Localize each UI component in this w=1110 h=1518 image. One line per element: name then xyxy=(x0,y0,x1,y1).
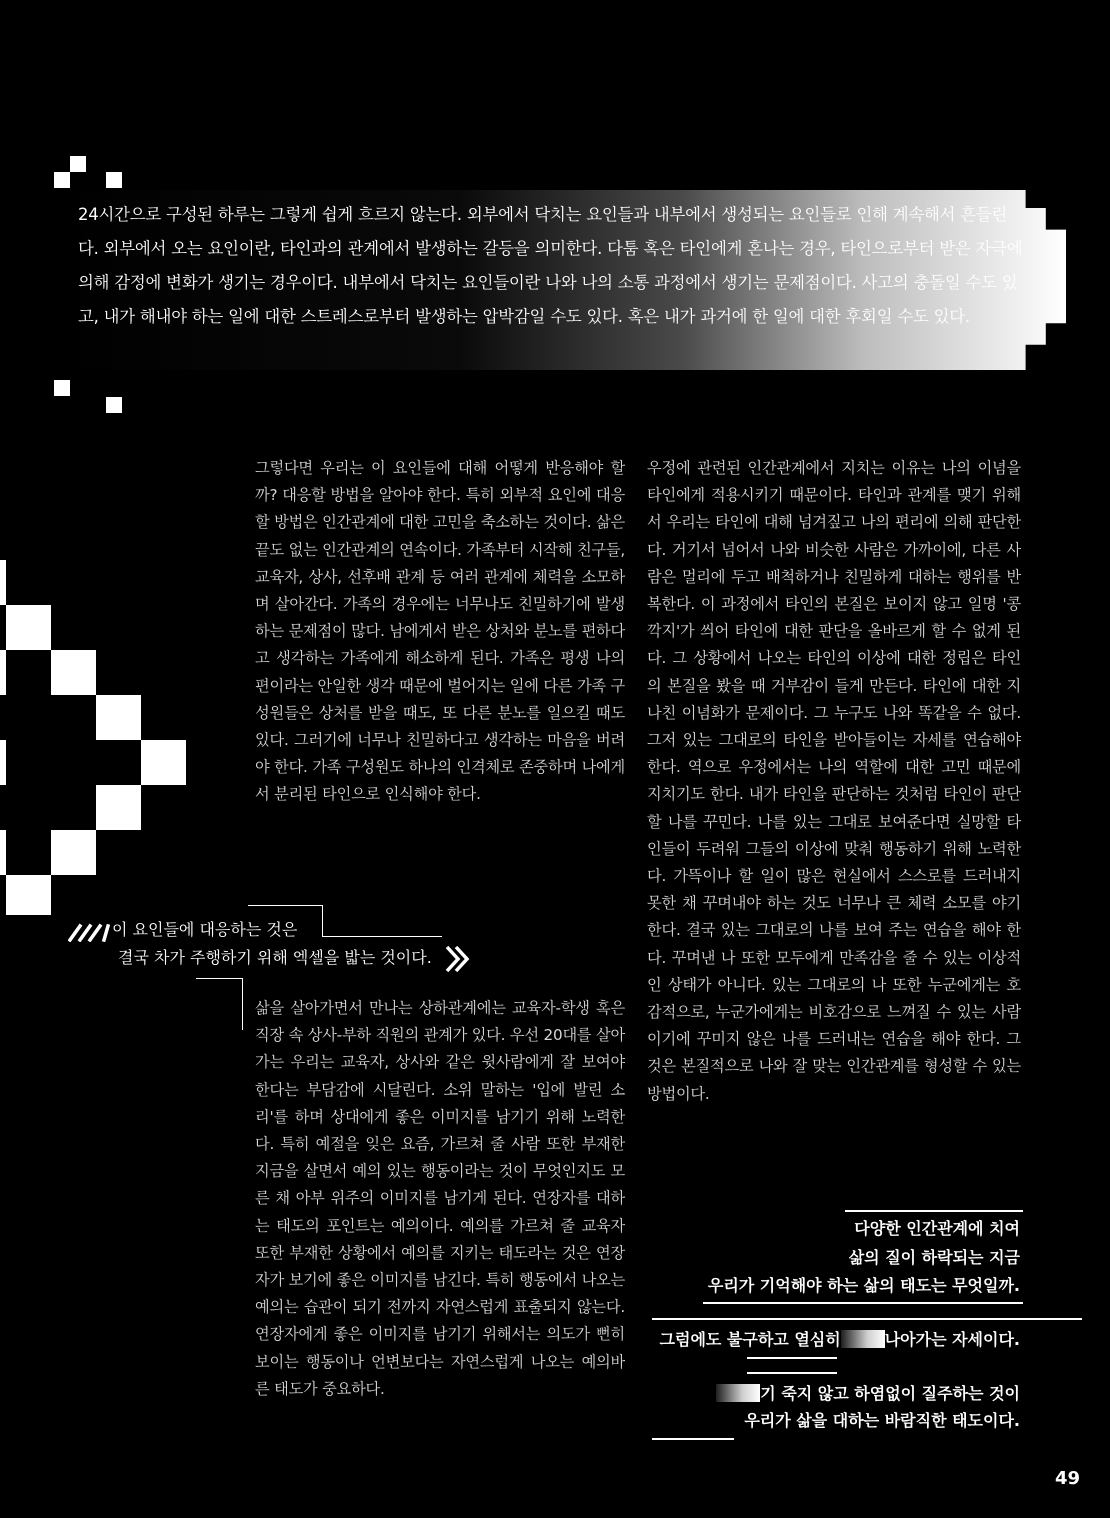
double-chevron-right-icon xyxy=(444,944,470,974)
highlight-line xyxy=(660,1327,1020,1350)
highlight-rule xyxy=(747,1372,837,1374)
highlight-line: 우리가 기억해야 하는 삶의 태도는 무엇일까. xyxy=(707,1276,1020,1295)
pixel-square-decoration xyxy=(54,172,70,188)
intro-paragraph: 24시간으로 구성된 하루는 그렇게 쉽게 흐르지 않는다. 외부에서 닥치는 요인들과 내부에서 생성되는 요인들로 인해 계속해서 흔들린다. 외부에서 오는 요인이란, 타인과의 관계에서 발생하는 갈등을 의미한다. 다툼 혹은 타인에게 혼나는 경우, 타인으로부터 받은 자극에 의해 감정에 변화가 생기는 경우이다. 내부에서 닥치는 요인들이란 나와 나의 소통 과정에서 생기는 문제점이다. 사고의 충돌일 수도 있고, 내가 해내야 하는 일에 대한 스트레스로부터 발생하는 압박감일 수도 있다. 혹은 내가 과거에 한 일에 대한 후회일 수도 있다. xyxy=(78,205,1023,326)
pull-quote xyxy=(68,916,488,972)
gradient-bar-decoration xyxy=(716,1384,760,1402)
pixel-square-decoration xyxy=(54,380,70,396)
highlight-text: 그럼에도 불구하고 열심히 xyxy=(659,1330,841,1349)
highlight-rule xyxy=(652,1318,1082,1320)
highlight-text: 기 죽지 않고 하염없이 질주하는 것이 xyxy=(760,1384,1020,1403)
quote-frame-line xyxy=(248,905,323,906)
highlight-line: 삶의 질이 하락되는 지금 xyxy=(848,1248,1020,1267)
highlight-line: 우리가 삶을 대하는 바람직한 태도이다. xyxy=(744,1411,1020,1430)
body-column-right: 우정에 관련된 인간관계에서 지치는 이유는 나의 이념을 타인에게 적용시키기 때문이다. 타인과 관계를 맺기 위해서 우리는 타인에 대해 넘겨짚고 나의 편리에 의해 판단한다. 거기서 넘어서 나와 비슷한 사람은 가까이에, 다른 사람은 멀리에 두고 배척하거나 친밀하게 대하는 행위를 반복한다. 이 과정에서 타인의 본질은 보이지 않고 일명 '콩깍지'가 씌어 타인에 대한 판단을 올바르게 할 수 없게 된다. 그 상황에서 나오는 타인의 이상에 대한 정립은 타인의 본질을 봤을 때 거부감이 들게 만든다. 타인에 대한 지나친 이념화가 문제이다. 그 누구도 나와 똑같을 수 없다. 그저 있는 그대로의 타인을 받아들이는 자세를 연습해야 한다. 역으로 우정에서는 나의 역할에 대한 고민 때문에 지치기도 한다. 내가 타인을 판단하는 것처럼 타인이 판단할 나를 꾸민다. 나를 있는 그대로 보여준다면 실망할 타인들이 두려워 그들의 이상에 맞춰 행동하기 위해 노력한다. 가뜩이나 할 일이 많은 현실에서 스스로를 드러내지 못한 채 꾸며내야 하는 것도 너무나 큰 체력 소모를 야기한다. 결국 있는 그대로의 나를 보여 주는 연습을 해야 한다. 꾸며낸 나 또한 모두에게 만족감을 줄 수 있는 이상적인 상태가 아니다. 있는 그대로의 나 또한 누군에게는 호감적으로, 누군가에게는 비호감으로 느껴질 수 있는 사람이기에 꾸미지 않은 나를 드러내는 연습을 해야 한다. 그것은 본질적으로 나와 잘 맞는 인간관계를 형성할 수 있는 방법이다. xyxy=(647,459,1021,1103)
body-column-left-top: 그렇다면 우리는 이 요인들에 대해 어떻게 반응해야 할까? 대응할 방법을 알아야 한다. 특히 외부적 요인에 대응할 방법은 인간관계에 대한 고민을 축소하는 것이다. 삶은 끝도 없는 인간관계의 연속이다. 가족부터 시작해 친구들, 교육자, 상사, 선후배 관계 등 여러 관계에 체력을 소모하며 살아간다. 가족의 경우에는 너무나도 친밀하기에 발생하는 문제점이 많다. 남에게서 받은 상처와 분노를 편하다고 생각하는 가족에게 해소하게 된다. 가족은 평생 나의 편이라는 안일한 생각 때문에 벌어지는 일에 다른 가족 구성원들은 상처를 받을 때도, 또 다른 분노를 일으킬 때도 있다. 그러기에 너무나 친밀하다고 생각하는 마음을 버려야 한다. 가족 구성원도 하나의 인격체로 존중하며 나에게서 분리된 타인으로 인식해야 한다. xyxy=(255,459,625,804)
highlight-line: 다양한 인간관계에 치여 xyxy=(854,1219,1020,1238)
pixel-square-decoration xyxy=(70,156,86,172)
highlight-rule xyxy=(747,1357,837,1359)
highlight-rule xyxy=(703,1302,1023,1304)
gradient-bar-decoration xyxy=(841,1330,885,1348)
pull-quote-line: 이 요인들에 대응하는 것은 xyxy=(112,920,298,939)
pixel-square-decoration xyxy=(106,172,122,188)
highlight-text: 나아가는 자세이다. xyxy=(884,1330,1020,1349)
pull-quote-line: 결국 차가 주행하기 위해 엑셀을 밟는 것이다. xyxy=(118,948,432,967)
quote-frame-line xyxy=(196,978,242,979)
highlight-rule xyxy=(845,1210,1023,1212)
pixel-square-decoration xyxy=(106,397,122,413)
page-number: 49 xyxy=(1054,1468,1080,1489)
highlight-rule xyxy=(652,1438,734,1440)
highlight-line xyxy=(716,1381,1020,1404)
body-column-left-bottom: 삶을 살아가면서 만나는 상하관계에는 교육자-학생 혹은 직장 속 상사-부하 직원의 관계가 있다. 우선 20대를 살아가는 우리는 교육자, 상사와 같은 윗사람에게 잘 보여야 한다는 부담감에 시달린다. 소위 말하는 '입에 발린 소리'를 하며 상대에게 좋은 이미지를 남기기 위해 노력한다. 특히 예절을 잊은 요즘, 가르쳐 줄 사람 또한 부재한 지금을 살면서 예의 있는 행동이라는 것이 무엇인지도 모른 채 아부 위주의 이미지를 남기게 된다. 연장자를 대하는 태도의 포인트는 예의이다. 예의를 가르쳐 줄 교육자 또한 부재한 상황에서 예의를 지키는 태도라는 것은 연장자가 보기에 좋은 이미지를 남긴다. 특히 행동에서 나오는 예의는 습관이 되기 전까지 자연스럽게 표출되지 않는다. 연장자에게 좋은 이미지를 남기기 위해서는 의도가 뻔히 보이는 행동이나 언변보다는 자연스럽게 나오는 예의바른 태도가 중요하다. xyxy=(255,999,625,1398)
quote-frame-line xyxy=(242,978,243,1030)
